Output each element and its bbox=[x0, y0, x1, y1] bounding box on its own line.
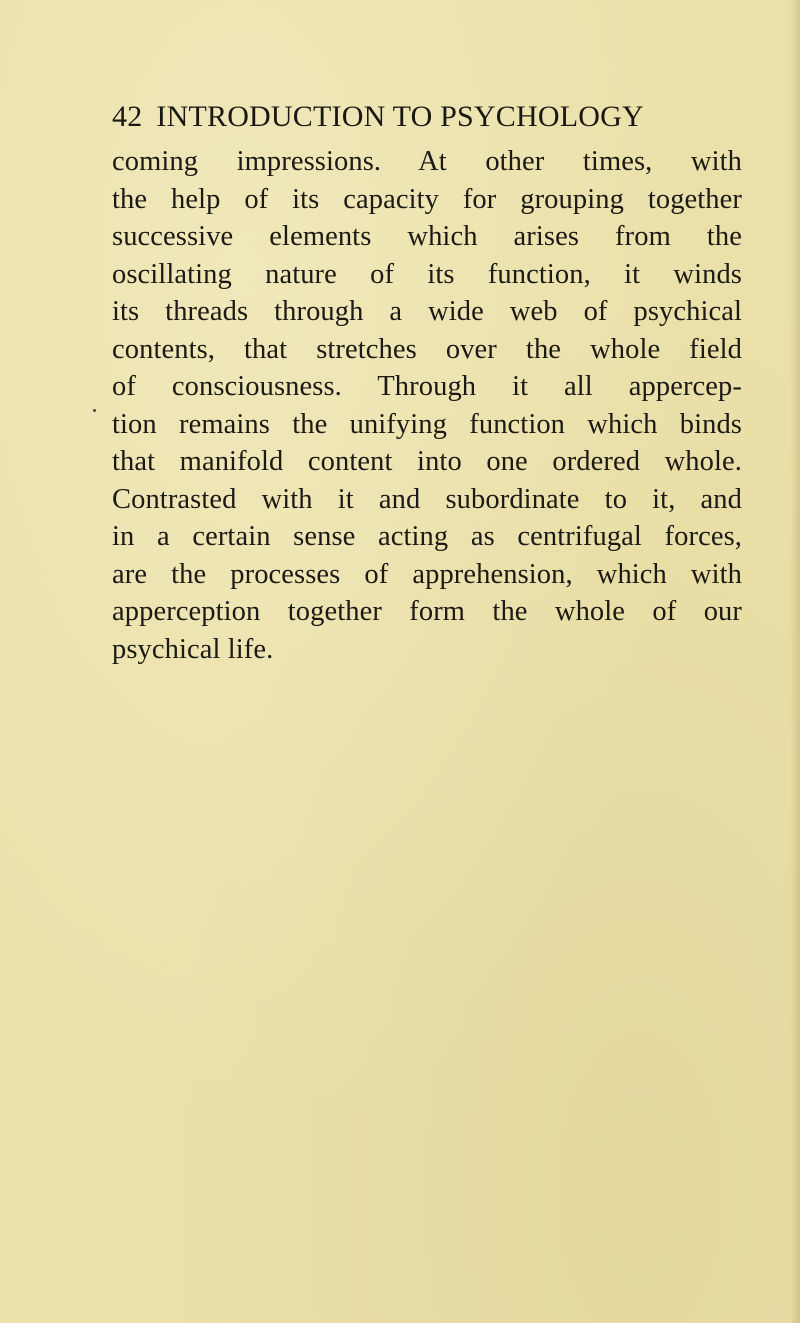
text-line: of consciousness. Through it all appercep- bbox=[112, 371, 742, 402]
text-line: oscillating nature of its function, it winds bbox=[112, 258, 742, 290]
text-line: in a certain sense acting as centrifugal forces, bbox=[112, 521, 742, 552]
running-title: INTRODUCTION TO PSYCHOLOGY bbox=[156, 100, 644, 133]
text-line: the help of its capacity for grouping together bbox=[112, 183, 742, 215]
text-line: contents, that stretches over the whole field bbox=[112, 333, 742, 365]
page-number: 42 bbox=[112, 100, 143, 133]
text-line: that manifold content into one ordered whole. bbox=[112, 446, 742, 477]
running-head bbox=[112, 96, 732, 138]
margin-speck bbox=[93, 409, 96, 412]
page-edge-shadow bbox=[790, 0, 800, 1323]
text-line: psychical life. bbox=[112, 633, 274, 665]
text-line: Contrasted with it and subordinate to it, and bbox=[112, 483, 742, 515]
text-line: its threads through a wide web of psychical bbox=[112, 296, 742, 327]
text-line: are the processes of apprehension, which with bbox=[112, 558, 742, 590]
body-paragraph bbox=[112, 143, 742, 668]
text-line: coming impressions. At other times, with bbox=[112, 146, 742, 177]
text-line: tion remains the unifying function which binds bbox=[112, 408, 742, 440]
text-line: successive elements which arises from the bbox=[112, 221, 742, 252]
text-line: apperception together form the whole of our bbox=[112, 596, 742, 627]
